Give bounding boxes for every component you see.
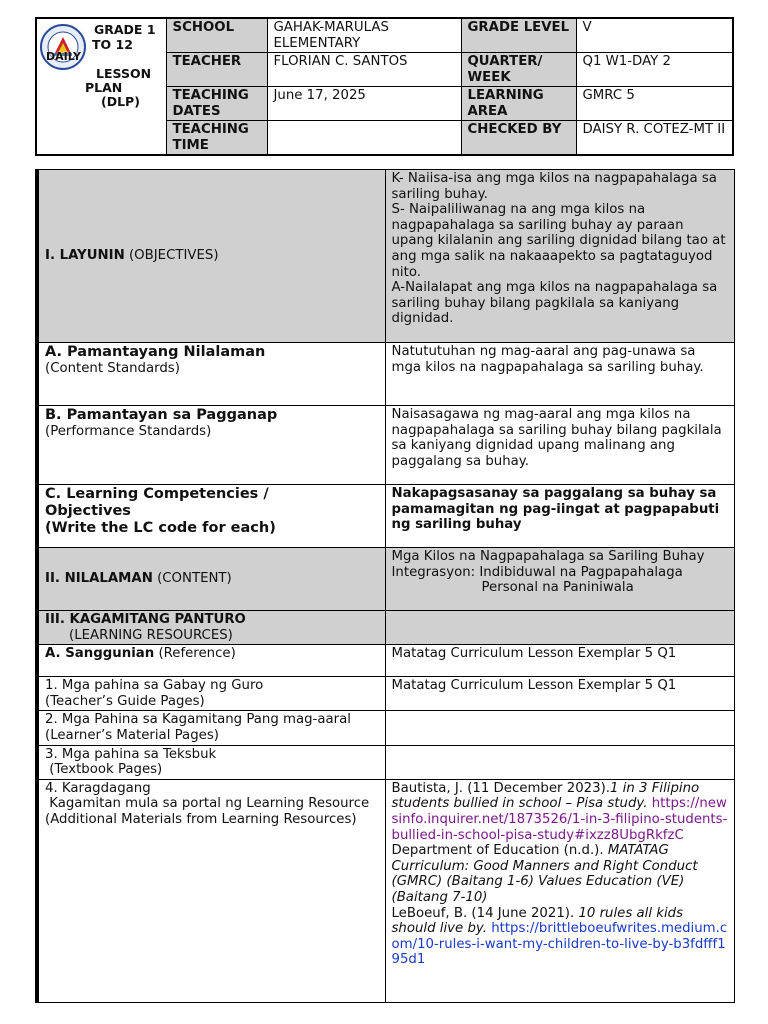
performance-standards-title: B. Pamantayan sa Pagganap [45, 407, 278, 423]
textbook-value [385, 745, 734, 779]
additional-materials-value [385, 779, 734, 1002]
reference-2 [392, 843, 728, 905]
reference-label [37, 645, 385, 677]
resources-title: III. KAGAMITANG PANTURO [45, 612, 246, 627]
performance-standards-row [37, 406, 734, 485]
content-value [385, 548, 734, 611]
textbook-row [37, 745, 734, 779]
additional-materials-label [37, 779, 385, 1002]
teacher-guide-row [37, 677, 734, 711]
quarter-label: QUARTER/ WEEK [461, 53, 576, 87]
ref3-author: LeBoeuf, B. (14 June 2021). [391, 905, 575, 921]
content-standards-label [37, 343, 385, 406]
competencies-value: Nakapagsasanay sa paggalang sa buhay sa pamamagitan ng pag-iingat at pagpapabuti ng sariling buhay [385, 485, 734, 548]
objective-attitude: A-Nailalapat ang mga kilos na nagpapahalaga sa sariling buhay bilang pagkilala sa kaniyang dignidad. [391, 280, 718, 327]
additional-materials-row [37, 779, 734, 1002]
header-table [35, 17, 734, 156]
ref1-title: 1 in 3 Filipino students bullied in school – Pisa study. [391, 780, 700, 812]
competencies-line2: Objectives [45, 503, 131, 519]
content-subtitle: (CONTENT) [157, 571, 232, 587]
learner-material-value [385, 711, 734, 745]
dates-label: TEACHING DATES [166, 87, 267, 121]
content-standards-title: A. Pamantayang Nilalaman [45, 344, 266, 360]
performance-standards-subtitle: (Performance Standards) [45, 424, 212, 439]
learner-material-line2: (Learner’s Material Pages) [45, 727, 219, 743]
objectives-title: I. LAYUNIN [45, 248, 125, 264]
competencies-line1: C. Learning Competencies / [45, 486, 269, 502]
competencies-label [37, 485, 385, 548]
resources-label [37, 611, 385, 645]
grade-label: GRADE LEVEL [461, 18, 576, 53]
teacher-guide-label [37, 677, 385, 711]
ref3-title: 10 rules all kids should live by. [391, 905, 684, 937]
content-row [37, 548, 734, 611]
dlp-title-cell [36, 18, 166, 155]
textbook-label [37, 745, 385, 779]
content-title: II. NILALAMAN [45, 571, 153, 587]
reference-value: Matatag Curriculum Lesson Exemplar 5 Q1 [385, 645, 734, 677]
area-value: GMRC 5 [576, 87, 733, 121]
content-standards-subtitle: (Content Standards) [45, 361, 180, 376]
teacher-guide-line2: (Teacher’s Guide Pages) [45, 693, 205, 709]
objectives-value [385, 170, 734, 343]
content-standards-row [37, 343, 734, 406]
logo-word: DAILY [46, 50, 81, 63]
ref3-link[interactable]: https://brittleboeufwrites.medium.com/10-rules-i-want-my-children-to-live-by-b3fdfff195d1 [391, 921, 728, 968]
dates-value: June 17, 2025 [267, 87, 461, 121]
resources-value [385, 611, 734, 645]
dlp-title-line5: (DLP) [101, 94, 140, 109]
content-integration-2: Personal na Paniniwala [481, 580, 634, 596]
additional-line1: 4. Karagdagang [45, 780, 151, 796]
learner-material-label [37, 711, 385, 745]
resources-subtitle: (LEARNING RESOURCES) [69, 627, 233, 643]
checked-value: DAISY R. COTEZ-MT II [576, 121, 733, 156]
content-topic: Mga Kilos na Nagpapahalaga sa Sariling Buhay [391, 549, 705, 564]
content-label [37, 548, 385, 611]
objective-knowledge: K- Naiisa-isa ang mga kilos na nagpapahalaga sa sariling buhay. [391, 171, 717, 202]
reference-row [37, 645, 734, 677]
lesson-plan-table [35, 169, 735, 1003]
ref2-author: Department of Education (n.d.). [391, 843, 604, 859]
dlp-title-line1: GRADE 1 [94, 22, 156, 37]
objectives-subtitle: (OBJECTIVES) [128, 248, 219, 264]
area-label: LEARNING AREA [461, 87, 576, 121]
performance-standards-label [37, 406, 385, 485]
checked-label: CHECKED BY [461, 121, 576, 156]
quarter-value: Q1 W1-DAY 2 [576, 53, 733, 87]
content-integration: Integrasyon: Indibiduwal na Pagpapahalaga [391, 564, 683, 580]
reference-subtitle: (Reference) [158, 646, 236, 662]
time-label: TEACHING TIME [166, 121, 267, 156]
learner-material-row [37, 711, 734, 745]
teacher-label: TEACHER [166, 53, 267, 87]
objectives-row [37, 170, 734, 343]
dlp-title-line2: TO 12 [92, 37, 133, 52]
dlp-title-line4: PLAN [85, 80, 123, 95]
ref1-author: Bautista, J. (11 December 2023). [391, 780, 610, 796]
ref2-title: MATATAG Curriculum: Good Manners and Right Conduct (GMRC) (Baitang 1-6) Values Education (VE) (Baitang 7-10) [391, 843, 698, 905]
textbook-line1: 3. Mga pahina sa Teksbuk [45, 746, 217, 762]
competencies-row [37, 485, 734, 548]
teacher-guide-line1: 1. Mga pahina sa Gabay ng Guro [45, 678, 264, 694]
learner-material-line1: 2. Mga Pahina sa Kagamitang Pang mag-aaral [45, 712, 351, 728]
objectives-label [37, 170, 385, 343]
additional-line3: (Additional Materials from Learning Resources) [45, 811, 357, 827]
reference-title: A. Sanggunian [45, 646, 155, 662]
teacher-value: FLORIAN C. SANTOS [267, 53, 461, 87]
additional-line2: Kagamitan mula sa portal ng Learning Resource [45, 796, 370, 812]
ref1-link[interactable]: https://newsinfo.inquirer.net/1873526/1-in-3-filipino-students-bullied-in-school-pisa-study#ixzz8UbgRkfzC [391, 796, 728, 843]
reference-1 [392, 781, 728, 843]
dlp-title-line3: LESSON [96, 66, 152, 81]
performance-standards-value: Naisasagawa ng mag-aaral ang mga kilos na nagpapahalaga sa sariling buhay bilang pagkilala sa kaniyang dignidad upang malinang ang paggalang sa buhay. [385, 406, 734, 485]
school-value: GAHAK-MARULAS ELEMENTARY [267, 18, 461, 53]
textbook-line2: (Textbook Pages) [45, 762, 163, 778]
reference-3 [392, 906, 728, 968]
competencies-line3: (Write the LC code for each) [45, 520, 276, 536]
grade-value: V [576, 18, 733, 53]
time-value [267, 121, 461, 156]
objective-skill: S- Naipaliliwanag na ang mga kilos na nagpapahalaga sa sariling buhay ay paraan upang kilalanin ang sariling dignidad bilang tao at ang mga salik na nakaaapekto sa pagtataguyod nito. [391, 202, 726, 280]
content-standards-value: Natututuhan ng mag-aaral ang pag-unawa sa mga kilos na nagpapahalaga sa sariling buhay. [385, 343, 734, 406]
resources-row [37, 611, 734, 645]
teacher-guide-value: Matatag Curriculum Lesson Exemplar 5 Q1 [385, 677, 734, 711]
school-label: SCHOOL [166, 18, 267, 53]
